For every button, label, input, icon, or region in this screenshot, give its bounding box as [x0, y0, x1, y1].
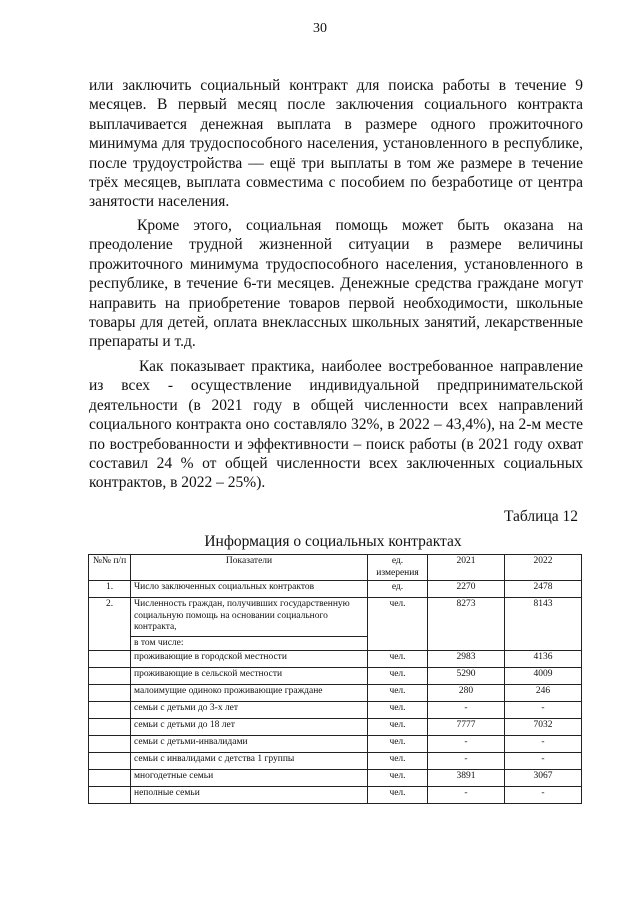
paragraph-social-contract-job-search: или заключить социальный контракт для поиска работы в течение 9 месяцев. В первый месяц после заключения социального контракта выплачивается денежная выплата в размере одного прожиточного минимума для трудоспособного населения, установленного в республике, после трудоустройства — ещё три выплаты в том же размере в течение трёх месяцев, выплата совместима с пособием по безработице от центра занятости населения.: [89, 77, 583, 211]
table-row: [89, 770, 582, 787]
cell-num: 2.: [89, 598, 131, 651]
cell-unit: чел.: [368, 736, 428, 753]
paragraph-practice-statistics: Как показывает практика, наиболее востребованное направление из всех - осуществление индивидуальной предпринимательской деятельности (в 2021 году в общей численности всех направлений социального контракта оно составляло 32%, в 2022 – 43,4%), на 2-м месте по востребованности и эффективности – поиск работы (в 2021 году охват составил 24 % от общей численности всех заключенных социальных контрактов, в 2022 – 25%).: [89, 358, 583, 492]
cell-2022: -: [505, 787, 582, 804]
cell-unit: чел.: [368, 651, 428, 668]
cell-unit: чел.: [368, 719, 428, 736]
cell-unit: чел.: [368, 685, 428, 702]
cell-2021: -: [428, 787, 505, 804]
cell-indicator: проживающие в сельской местности: [131, 668, 368, 685]
header-num: №№ п/п: [89, 555, 131, 581]
cell-2021: -: [428, 702, 505, 719]
cell-num: [89, 685, 131, 702]
cell-indicator: малоимущие одиноко проживающие граждане: [131, 685, 368, 702]
cell-2022: 4136: [505, 651, 582, 668]
cell-indicator: Число заключенных социальных контрактов: [131, 581, 368, 598]
table-row: [89, 736, 582, 753]
table-row: [89, 719, 582, 736]
cell-indicator: проживающие в городской местности: [131, 651, 368, 668]
cell-2021: 5290: [428, 668, 505, 685]
cell-indicator: семьи с детьми до 18 лет: [131, 719, 368, 736]
table-body: [89, 581, 582, 804]
cell-indicator: семьи с детьми до 3-х лет: [131, 702, 368, 719]
cell-indicator: многодетные семьи: [131, 770, 368, 787]
cell-indicator: неполные семьи: [131, 787, 368, 804]
header-unit: ед. измерения: [368, 555, 428, 581]
cell-2021: 2270: [428, 581, 505, 598]
page-number: 30: [313, 21, 327, 36]
cell-unit: чел.: [368, 668, 428, 685]
table-row: [89, 787, 582, 804]
cell-unit: чел.: [368, 753, 428, 770]
cell-num: [89, 787, 131, 804]
cell-num: [89, 736, 131, 753]
cell-2022: -: [505, 736, 582, 753]
table-header-row: [89, 555, 582, 581]
header-indicator: Показатели: [131, 555, 368, 581]
header-2021: 2021: [428, 555, 505, 581]
cell-2022: -: [505, 702, 582, 719]
cell-num: [89, 651, 131, 668]
cell-indicator-sub: в том числе:: [131, 636, 367, 650]
cell-2021: 7777: [428, 719, 505, 736]
cell-2021: 2983: [428, 651, 505, 668]
cell-2021: 3891: [428, 770, 505, 787]
cell-indicator: семьи с инвалидами с детства 1 группы: [131, 753, 368, 770]
cell-indicator: [131, 598, 368, 651]
cell-2021: 8273: [428, 598, 505, 651]
cell-2021: -: [428, 736, 505, 753]
cell-num: [89, 770, 131, 787]
table-row: [89, 581, 582, 598]
cell-indicator: семьи с детьми-инвалидами: [131, 736, 368, 753]
cell-unit: чел.: [368, 770, 428, 787]
cell-num: [89, 668, 131, 685]
table-row: [89, 702, 582, 719]
table-row: [89, 685, 582, 702]
cell-indicator-main: Численность граждан, получивших государственную социальную помощь на основании социального контракта,: [134, 599, 350, 632]
cell-2021: 280: [428, 685, 505, 702]
cell-num: [89, 753, 131, 770]
cell-2022: 4009: [505, 668, 582, 685]
cell-2022: 7032: [505, 719, 582, 736]
table-row: [89, 668, 582, 685]
cell-2022: 2478: [505, 581, 582, 598]
cell-2022: 8143: [505, 598, 582, 651]
table-row: [89, 753, 582, 770]
table-title: Информация о социальных контрактах: [204, 533, 462, 550]
cell-2022: 3067: [505, 770, 582, 787]
cell-unit: ед.: [368, 581, 428, 598]
header-2022: 2022: [505, 555, 582, 581]
table-row: [89, 598, 582, 651]
cell-unit: чел.: [368, 598, 428, 651]
cell-num: [89, 702, 131, 719]
social-contracts-table: [88, 554, 582, 804]
cell-2022: 246: [505, 685, 582, 702]
table-row: [89, 651, 582, 668]
paragraph-difficult-situation-aid: Кроме этого, социальная помощь может быть оказана на преодоление трудной жизненной ситуации в размере величины прожиточного минимума трудоспособного населения, установленного в республике, в течение 6-ти месяцев. Денежные средства граждане могут направить на приобретение товаров первой необходимости, школьные товары для детей, оплата внеклассных школьных занятий, лекарственные препараты и т.д.: [89, 217, 583, 351]
table-label: Таблица 12: [503, 508, 578, 525]
cell-unit: чел.: [368, 787, 428, 804]
cell-2021: -: [428, 753, 505, 770]
cell-unit: чел.: [368, 702, 428, 719]
cell-2022: -: [505, 753, 582, 770]
cell-num: [89, 719, 131, 736]
cell-num: 1.: [89, 581, 131, 598]
